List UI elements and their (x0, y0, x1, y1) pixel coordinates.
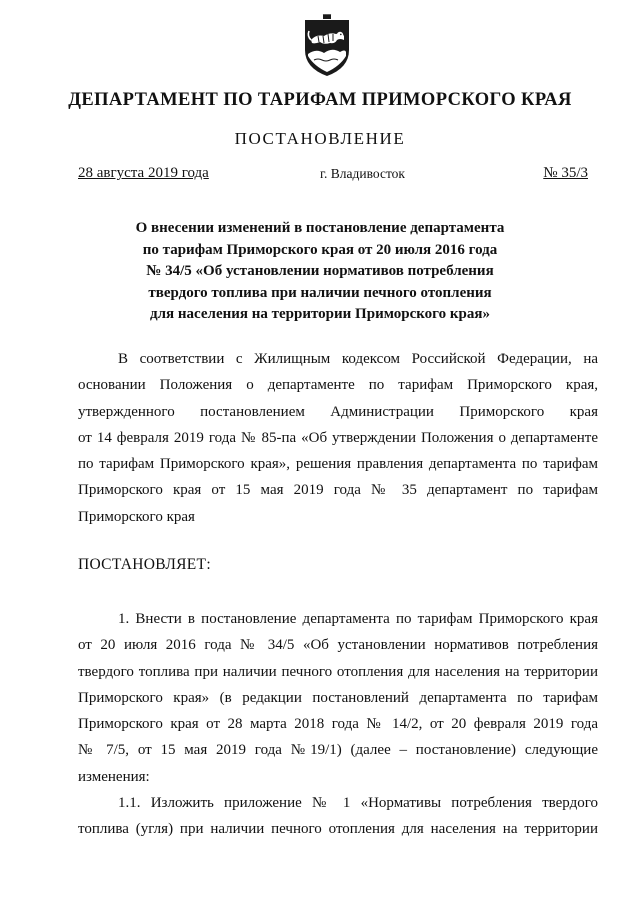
document-meta-row (78, 165, 588, 185)
paragraph-line: Приморского края от 28 марта 2018 года № 14/2, от 20 февраля 2019 года (78, 716, 598, 733)
paragraph-line: изменения: (78, 768, 150, 785)
paragraph-line: Приморского края» (в редакции постановлений департамента по тарифам (78, 689, 598, 706)
paragraph-line: 1.1. Изложить приложение № 1 «Нормативы потребления твердого (118, 795, 598, 811)
department-title: ДЕПАРТАМЕНТ ПО ТАРИФАМ ПРИМОРСКОГО КРАЯ (68, 90, 572, 110)
item-1-paragraph (78, 606, 598, 790)
document-subject (0, 218, 640, 326)
item-1-1-paragraph (78, 790, 598, 843)
paragraph-line: основании Положения о департаменте по тарифам Приморского края, (78, 377, 598, 394)
document-place: г. Владивосток (320, 166, 405, 181)
paragraph-line: от 20 июля 2016 года № 34/5 «Об установлении нормативов потребления (78, 637, 598, 654)
subject-line: твердого топлива при наличии печного отопления (148, 284, 492, 301)
resolves-heading: ПОСТАНОВЛЯЕТ: (78, 556, 211, 573)
preamble-paragraph (78, 346, 598, 530)
paragraph-line: от 14 февраля 2019 года № 85-па «Об утверждении Положения о департаменте (78, 429, 598, 446)
paragraph-line: № 7/5, от 15 мая 2019 года №19/1) (далее – постановление) следующие (78, 742, 598, 759)
paragraph-line: утвержденного постановлением Администрации Приморского края (78, 403, 598, 420)
paragraph-line: Приморского края (78, 508, 195, 525)
paragraph-line: 1. Внести в постановление департамента по тарифам Приморского края (118, 611, 598, 627)
document-date: 28 августа 2019 года (78, 165, 209, 181)
paragraph-line: Приморского края от 15 мая 2019 года № 35 департамент по тарифам (78, 482, 598, 499)
subject-line: для населения на территории Приморского края» (150, 306, 490, 322)
document-number: № 35/3 (543, 165, 588, 181)
paragraph-line: топлива (угля) при наличии печного отопления для населения на территории (78, 821, 598, 838)
paragraph-line: В соответствии с Жилищным кодексом Российской Федерации, на (118, 351, 598, 367)
document-type: ПОСТАНОВЛЕНИЕ (234, 129, 406, 148)
subject-line: № 34/5 «Об установлении нормативов потребления (146, 263, 494, 279)
subject-line: по тарифам Приморского края от 20 июля 2016 года (142, 241, 498, 258)
paragraph-line: по тарифам Приморского края», решения правления департамента по тарифам (78, 456, 598, 473)
coat-of-arms-icon (302, 14, 352, 78)
subject-line: О внесении изменений в постановление департамента (135, 220, 505, 236)
paragraph-line: твердого топлива при наличии печного отопления для населения на территории (78, 663, 598, 680)
